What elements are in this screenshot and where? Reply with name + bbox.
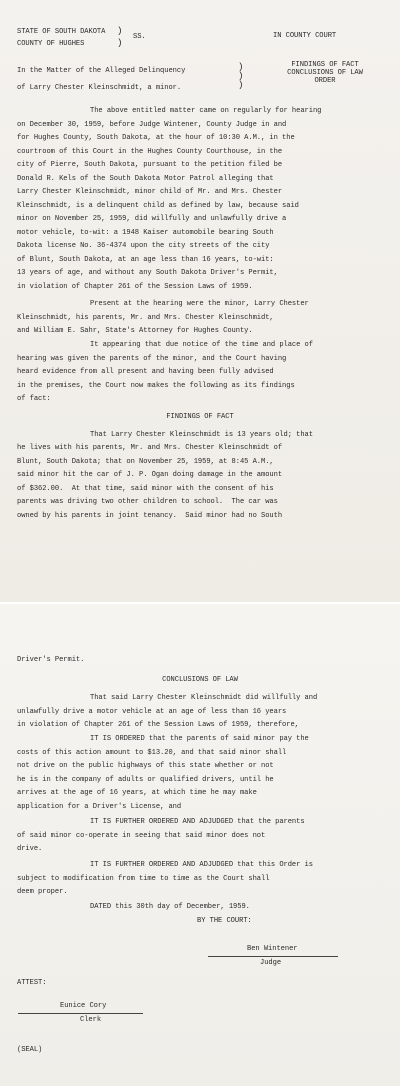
clerk-name: Eunice Cory (60, 1002, 107, 1010)
text-line: hearing was given the parents of the minor, and the Court having (17, 355, 287, 363)
text-line: on December 30, 1959, before Judge Wintener, County Judge in and (17, 121, 287, 129)
text-line: arrives at the age of 16 years, at which time he may make (17, 789, 257, 797)
text-line: he lives with his parents, Mr. and Mrs. Chester Kleinschmidt of (17, 444, 283, 452)
text-line: and William E. Sahr, State's Attorney for Hughes County. (17, 327, 253, 335)
text-line: deem proper. (17, 888, 68, 896)
text-line: not drive on the public highways of this state whether or not (17, 762, 274, 770)
doc-title-1: FINDINGS OF FACT (291, 61, 359, 69)
text-line: Dakota license No. 36-4374 upon the city streets of the city (17, 242, 270, 250)
caption-ss: SS. (133, 33, 146, 41)
text-line: owned by his parents in joint tenancy. Said minor had no South (17, 512, 283, 520)
doc-title-2: CONCLUSIONS OF LAW (287, 69, 363, 77)
text-line: courtroom of this Court in the Hughes County Courthouse, in the (17, 148, 283, 156)
text-line: minor on November 25, 1959, did willfully and unlawfully drive a (17, 215, 287, 223)
text-line: 13 years of age, and without any South Dakota Driver's Permit, (17, 269, 278, 277)
matter-brace-2: ) (238, 71, 244, 81)
caption-brace-top: ) (117, 26, 123, 36)
dated-line: DATED this 30th day of December, 1959. (90, 903, 250, 911)
seal-label: (SEAL) (17, 1046, 43, 1054)
text-line: The above entitled matter came on regularly for hearing (90, 107, 322, 115)
text-line: IT IS FURTHER ORDERED AND ADJUDGED that the parents (90, 818, 305, 826)
doc-title-3: ORDER (314, 77, 336, 85)
text-line: in violation of Chapter 261 of the Session Laws of 1959. (17, 283, 253, 291)
clerk-title: Clerk (80, 1016, 102, 1024)
continued-line: Driver's Permit. (17, 656, 85, 664)
text-line: unlawfully drive a motor vehicle at an age of less than 16 years (17, 708, 287, 716)
text-line: IT IS FURTHER ORDERED AND ADJUDGED that this Order is (90, 861, 313, 869)
matter-line-1: In the Matter of the Alleged Delinquency (17, 67, 186, 75)
text-line: parents was driving two other children to school. The car was (17, 498, 278, 506)
text-line: subject to modification from time to time as the Court shall (17, 875, 270, 883)
matter-brace-3: ) (238, 80, 244, 90)
text-line: he is in the company of adults or qualified drivers, until he (17, 776, 274, 784)
attest-label: ATTEST: (17, 979, 47, 987)
text-line: That said Larry Chester Kleinschmidt did willfully and (90, 694, 318, 702)
text-line: in violation of Chapter 261 of the Session Laws of 1959, therefore, (17, 721, 299, 729)
text-line: That Larry Chester Kleinschmidt is 13 years old; that (90, 431, 313, 439)
text-line: of said minor co-operate in seeing that said minor does not (17, 832, 266, 840)
document-page-2 (0, 604, 400, 1086)
caption-county: COUNTY OF HUGHES (17, 40, 85, 48)
judge-signature-line (208, 956, 338, 957)
text-line: Larry Chester Kleinschmidt, minor child of Mr. and Mrs. Chester (17, 188, 283, 196)
text-line: said minor hit the car of J. P. Ogan doing damage in the amount (17, 471, 283, 479)
text-line: application for a Driver's License, and (17, 803, 182, 811)
text-line: IT IS ORDERED that the parents of said minor pay the (90, 735, 309, 743)
findings-heading: FINDINGS OF FACT (166, 413, 234, 421)
text-line: city of Pierre, South Dakota, pursuant to the petition filed be (17, 161, 283, 169)
conclusions-heading: CONCLUSIONS OF LAW (162, 676, 238, 684)
caption-court: IN COUNTY COURT (273, 32, 337, 40)
text-line: Donald R. Kels of the South Dakota Motor Patrol alleging that (17, 175, 274, 183)
text-line: of $362.00. At that time, said minor with the consent of his (17, 485, 274, 493)
text-line: It appearing that due notice of the time and place of (90, 341, 313, 349)
by-the-court: BY THE COURT: (197, 917, 252, 925)
text-line: drive. (17, 845, 43, 853)
text-line: Present at the hearing were the minor, Larry Chester (90, 300, 309, 308)
text-line: Kleinschmidt, is a delinquent child as defined by law, because said (17, 202, 299, 210)
judge-name: Ben Wintener (247, 945, 298, 953)
caption-brace-bottom: ) (117, 38, 123, 48)
text-line: Kleinschmidt, his parents, Mr. and Mrs. Chester Kleinschmidt, (17, 314, 274, 322)
judge-title: Judge (260, 959, 282, 967)
text-line: Blunt, South Dakota; that on November 25, 1959, at 8:45 A.M., (17, 458, 274, 466)
text-line: in the premises, the Court now makes the following as its findings (17, 382, 295, 390)
matter-brace-1: ) (238, 62, 244, 72)
text-line: heard evidence from all present and having been fully advised (17, 368, 274, 376)
text-line: costs of this action amount to $13.20, and that said minor shall (17, 749, 287, 757)
text-line: for Hughes County, South Dakota, at the hour of 10:30 A.M., in the (17, 134, 295, 142)
clerk-signature-line (18, 1013, 143, 1014)
text-line: of Blunt, South Dakota, at an age less than 16 years, to-wit: (17, 256, 274, 264)
text-line: of fact: (17, 395, 51, 403)
text-line: motor vehicle, to-wit: a 1948 Kaiser automobile bearing South (17, 229, 274, 237)
caption-state: STATE OF SOUTH DAKOTA (17, 28, 106, 36)
matter-line-2: of Larry Chester Kleinschmidt, a minor. (17, 84, 182, 92)
